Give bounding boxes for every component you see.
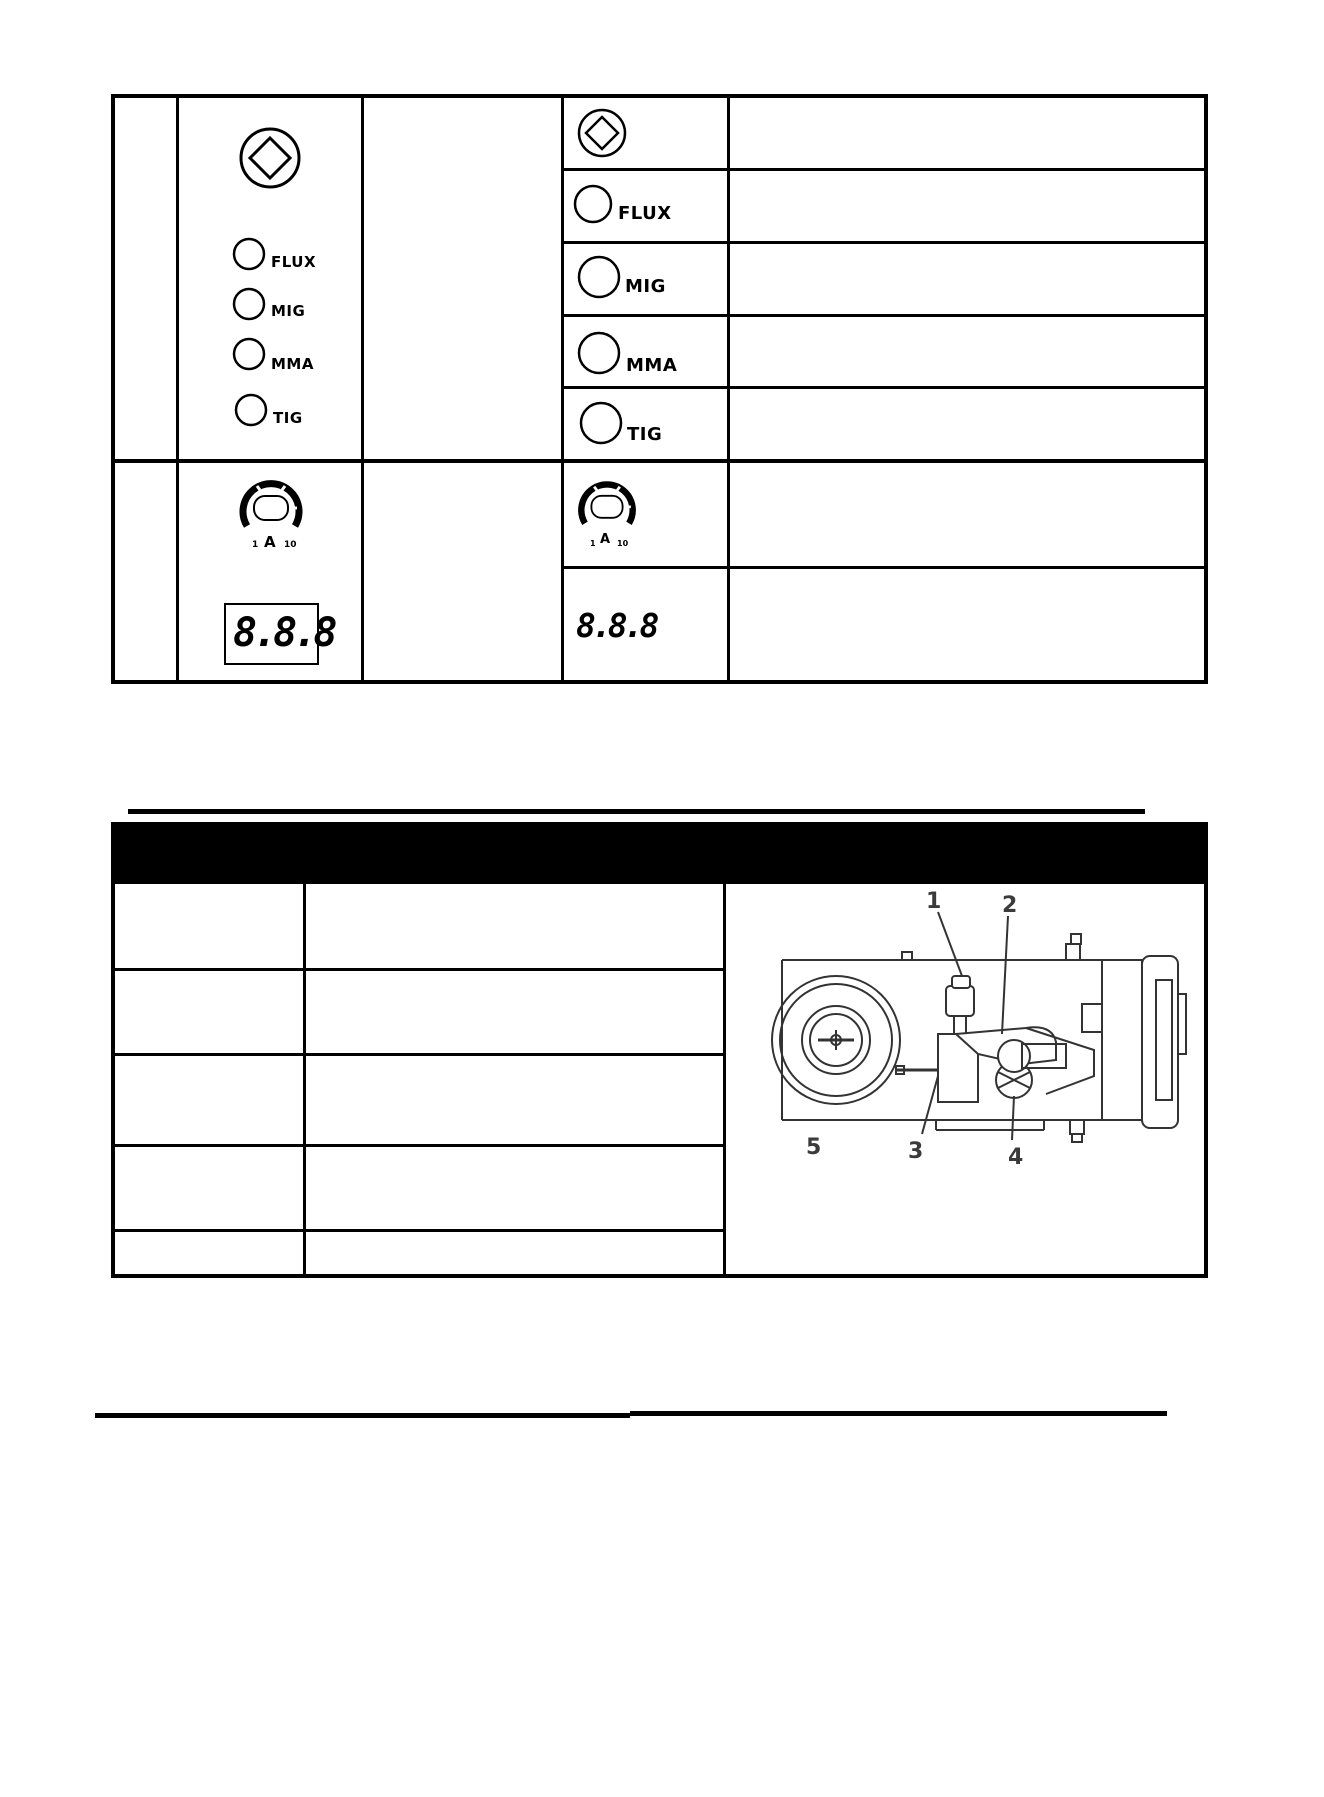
callout-2: 2 xyxy=(1002,893,1018,918)
mode-led-flux-icon-right xyxy=(573,184,613,224)
callout-4: 4 xyxy=(1008,1145,1024,1170)
display-readout-left: 8.8.8 xyxy=(233,610,334,656)
knob-unit-left: A xyxy=(264,533,276,551)
callout-leaders xyxy=(922,912,1014,1140)
section-divider-1 xyxy=(128,809,1145,814)
mode-led-tig-icon-right xyxy=(579,401,623,445)
callout-5: 5 xyxy=(806,1135,822,1160)
knob-scale-max-right: 10 xyxy=(617,539,629,548)
wire-feeder-diagram xyxy=(726,884,1204,1274)
callout-3: 3 xyxy=(908,1139,924,1164)
mode-led-flux-icon xyxy=(232,237,266,271)
mode-label-mig-right: MIG xyxy=(625,276,666,297)
mode-select-button-icon-right xyxy=(576,107,628,159)
knob-scale-min-left: 1 xyxy=(252,540,259,550)
mode-label-tig-left: TIG xyxy=(273,409,303,427)
mode-led-mma-icon-right xyxy=(577,331,621,375)
section-divider-2-left xyxy=(95,1413,630,1418)
mode-label-tig-right: TIG xyxy=(627,424,663,445)
amperage-knob-icon-right xyxy=(574,477,640,533)
mode-label-mma-left: MMA xyxy=(271,355,314,373)
mode-select-button-icon xyxy=(238,126,302,190)
drive-mechanism xyxy=(896,976,1094,1102)
table-header-bar xyxy=(111,822,1208,884)
knob-scale-min-right: 1 xyxy=(590,539,596,548)
section-divider-2-right xyxy=(630,1411,1167,1416)
amperage-knob-icon xyxy=(235,476,307,536)
digital-display xyxy=(224,603,334,665)
display-readout-right: 8.8.8 xyxy=(576,606,656,645)
mode-led-mig-icon-right xyxy=(577,255,621,299)
callout-1: 1 xyxy=(926,889,942,914)
knob-unit-right: A xyxy=(600,532,611,547)
mode-led-mig-icon xyxy=(232,287,266,321)
mode-label-mma-right: MMA xyxy=(626,355,678,376)
mode-label-flux-left: FLUX xyxy=(271,253,317,271)
mode-led-mma-icon xyxy=(232,337,266,371)
mode-label-mig-left: MIG xyxy=(271,302,306,320)
mode-label-flux-right: FLUX xyxy=(618,203,672,224)
spool xyxy=(772,976,900,1104)
knob-scale-max-left: 10 xyxy=(284,540,297,550)
mode-led-tig-icon xyxy=(234,393,268,427)
